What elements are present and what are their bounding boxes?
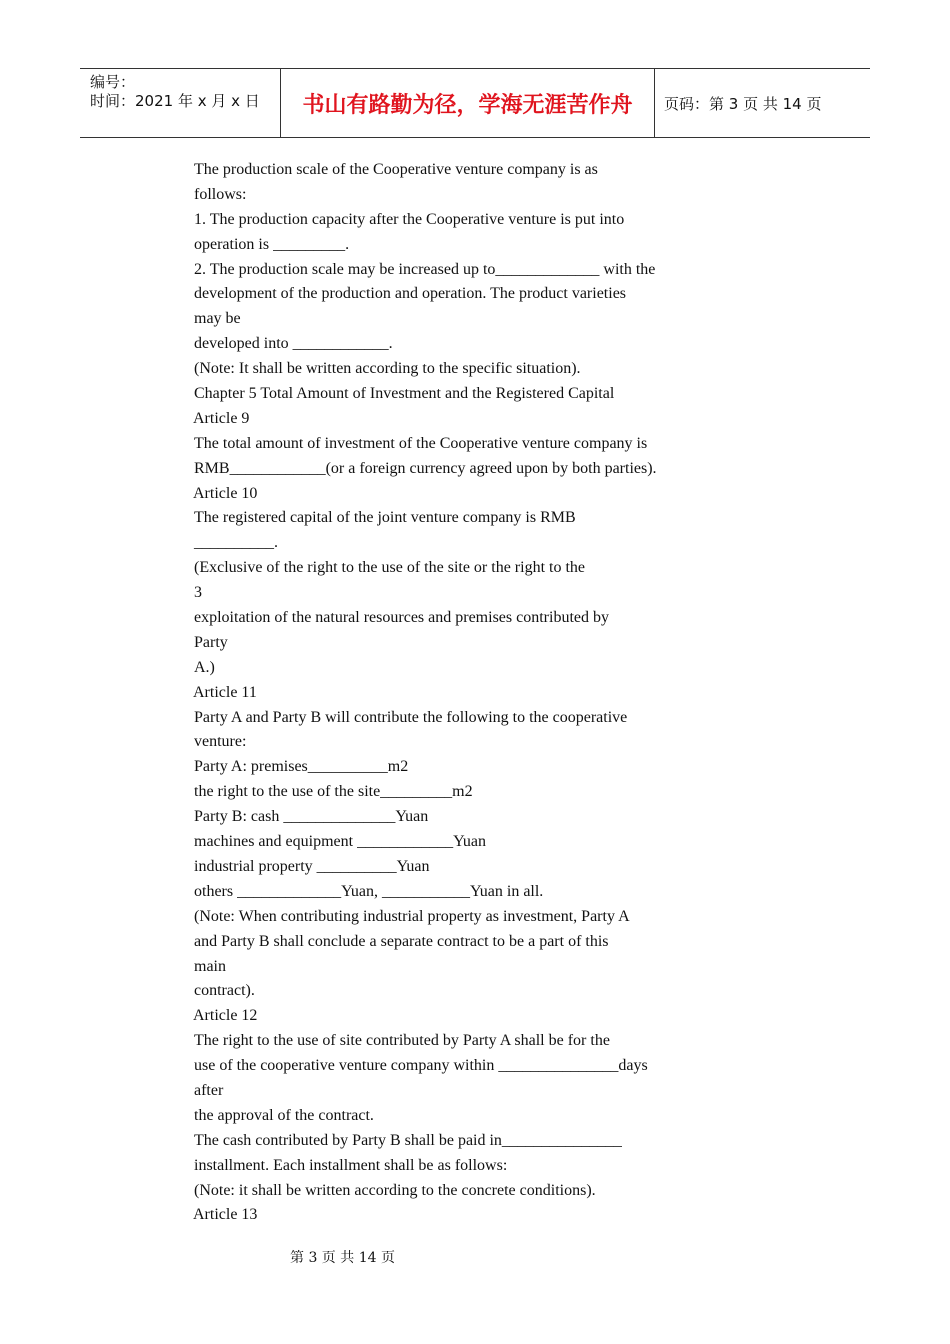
time-label: 时间：2021 年 x 月 x 日 [90, 92, 260, 110]
header-page-info: 页码：第 3 页 共 14 页 [664, 94, 822, 113]
body-line: (Note: When contributing industrial property as investment, Party A [194, 907, 630, 925]
body-line: Article 13 [193, 1206, 258, 1224]
body-line: The right to the use of site contributed by Party A shall be for the [194, 1032, 610, 1050]
body-line: A.) [194, 658, 215, 676]
body-line: exploitation of the natural resources and premises contributed by [194, 609, 609, 627]
body-line: (Note: it shall be written according to the concrete conditions). [194, 1181, 596, 1199]
body-line: Party [194, 633, 228, 651]
body-line: others _____________Yuan, ___________Yuan in all. [194, 882, 544, 900]
body-line: machines and equipment ____________Yuan [194, 833, 486, 851]
body-line: Party A: premises__________m2 [194, 758, 409, 776]
body-line: __________. [194, 534, 278, 552]
body-line: the approval of the contract. [194, 1106, 374, 1124]
body-line: Party A and Party B will contribute the following to the cooperative [194, 708, 628, 726]
body-line: Article 11 [193, 683, 257, 701]
body-line: Article 10 [193, 484, 258, 502]
header-motto: 书山有路勤为径，学海无涯苦作舟 [280, 69, 655, 137]
document-body [194, 158, 714, 1228]
body-line: Party B: cash ______________Yuan [194, 808, 429, 826]
body-line: main [194, 957, 226, 975]
body-line: 1. The production capacity after the Cooperative venture is put into [194, 210, 625, 228]
body-line: industrial property __________Yuan [194, 857, 430, 875]
body-line: (Exclusive of the right to the use of the site or the right to the [194, 559, 586, 577]
body-line: The registered capital of the joint venture company is RMB [194, 509, 576, 527]
body-line: venture: [194, 733, 247, 751]
body-line: Chapter 5 Total Amount of Investment and the Registered Capital [194, 385, 615, 403]
body-line: The production scale of the Cooperative venture company is as [194, 161, 598, 178]
serial-number-label: 编号： [90, 73, 136, 91]
body-line: use of the cooperative venture company within _______________days [194, 1057, 648, 1075]
body-line: 3 [194, 584, 202, 602]
body-line: installment. Each installment shall be as follows: [194, 1156, 508, 1174]
body-line: operation is _________. [194, 235, 350, 253]
footer-page-number: 第 3 页 共 14 页 [290, 1250, 395, 1266]
body-line: The cash contributed by Party B shall be paid in_______________ [194, 1131, 622, 1149]
body-line: contract). [194, 982, 255, 1000]
body-line: Article 12 [193, 1007, 258, 1025]
body-line: Article 9 [193, 409, 250, 427]
body-line: follows: [194, 185, 247, 203]
body-line: The total amount of investment of the Cooperative venture company is [194, 434, 648, 452]
body-line: developed into ____________. [194, 335, 393, 353]
body-line: 2. The production scale may be increased up to_____________ with the [194, 260, 656, 278]
body-line: may be [194, 310, 241, 328]
body-line: and Party B shall conclude a separate contract to be a part of this [194, 932, 609, 950]
body-line: development of the production and operation. The product varieties [194, 285, 627, 303]
page-footer [0, 1247, 950, 1267]
page-header [80, 68, 870, 138]
header-meta [80, 69, 280, 137]
body-line: the right to the use of the site_________m2 [194, 783, 473, 801]
body-line: RMB____________(or a foreign currency agreed upon by both parties). [194, 459, 657, 477]
body-line: after [194, 1081, 224, 1099]
body-line: (Note: It shall be written according to the specific situation). [194, 360, 581, 378]
